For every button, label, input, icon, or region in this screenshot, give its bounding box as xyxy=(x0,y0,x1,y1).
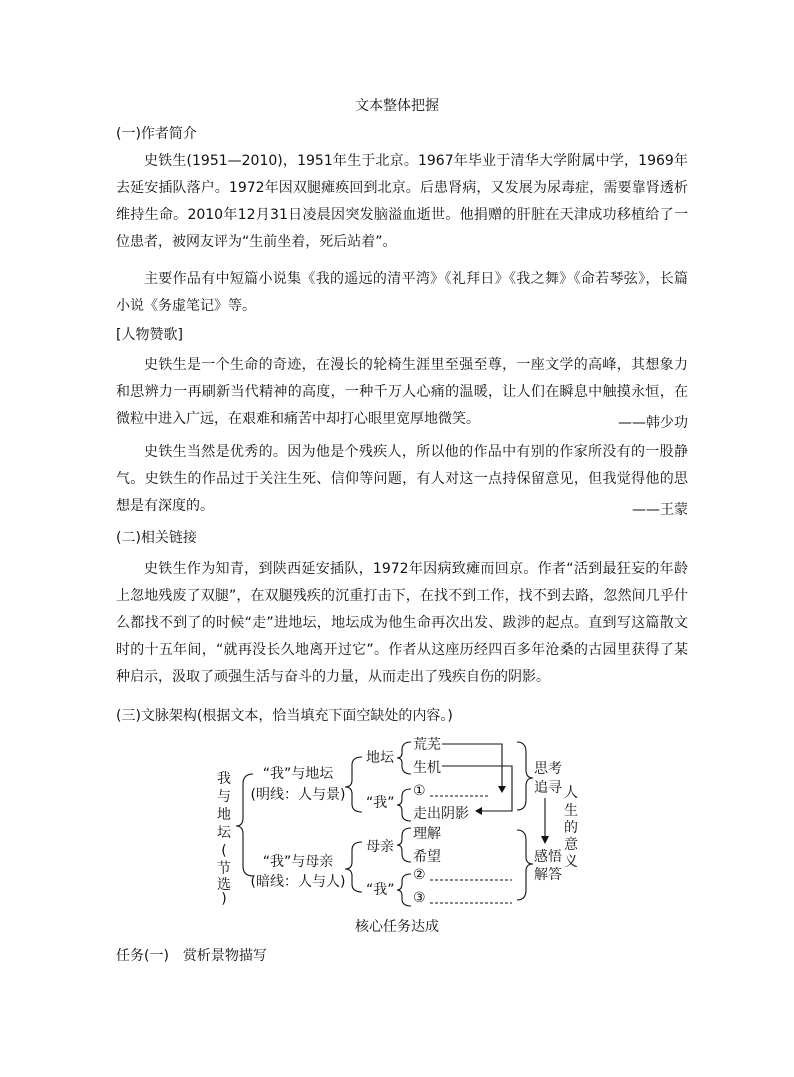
ditan-brace xyxy=(397,742,411,774)
zhuixun-label: 追寻 xyxy=(534,780,562,796)
core-task-subtitle: 核心任务达成 xyxy=(355,919,439,935)
muqin-brace xyxy=(397,828,411,862)
lijie-label: 理解 xyxy=(413,826,441,842)
meaning-label xyxy=(564,785,578,870)
branch-mother-title: “我”与母亲 xyxy=(262,854,334,870)
xiwang-label: 希望 xyxy=(413,849,441,865)
arrowhead-shengji xyxy=(475,807,482,815)
ganwu-label: 感悟 xyxy=(534,849,562,865)
upper-brace xyxy=(345,757,362,812)
works-paragraph: 主要作品有中短篇小说集《我的遥远的清平湾》《礼拜日》《我之舞》《命若琴弦》，长篇小说《务虚笔记》等。 xyxy=(116,271,688,314)
blank-1-label: ① xyxy=(413,783,426,799)
praise-author-wang: ——王蒙 xyxy=(632,502,688,518)
muqin-label: 母亲 xyxy=(366,839,394,855)
svg-text:我: 我 xyxy=(217,771,231,787)
svg-text:人: 人 xyxy=(564,785,578,801)
branch-ditan-sub: (明线：人与景) xyxy=(250,787,346,803)
right-brace-lower xyxy=(517,830,533,900)
branch-ditan-title: “我”与地坛 xyxy=(262,766,334,782)
section-heading-structure: (三)文脉架构(根据文本，恰当填充下面空缺处的内容。) xyxy=(116,708,453,724)
wo-label-lower: “我” xyxy=(366,882,395,898)
jieda-label: 解答 xyxy=(534,867,562,883)
blank-3-label: ③ xyxy=(413,890,426,906)
blank-2-label: ② xyxy=(413,867,426,883)
wo-brace-lower xyxy=(397,874,411,906)
arrow-huangwu xyxy=(442,744,502,786)
praise-paragraph-han: 史铁生是一个生命的奇迹，在漫长的轮椅生涯里至强至尊，一座文学的高峰，其想象力和思辨力一再刷新当代精神的高度，一种千万人心痛的温暖，让人们在瞬息中触摸永恒，在微粒中进入广远，在艰难和痛苦中却打心眼里宽厚地微笑。 xyxy=(116,357,688,427)
branch-mother-sub: (暗线：人与人) xyxy=(250,874,346,890)
sikao-label: 思考 xyxy=(534,761,562,777)
ditan-label: 地坛 xyxy=(366,750,394,766)
arrowhead-down xyxy=(541,836,549,844)
section-heading-links: (二)相关链接 xyxy=(116,530,197,546)
svg-text:节: 节 xyxy=(217,861,231,877)
right-brace-upper xyxy=(517,742,533,810)
svg-text:的: 的 xyxy=(564,820,578,836)
page-title: 文本整体把握 xyxy=(355,98,439,114)
diagram-root-label xyxy=(217,771,232,907)
wo-brace-upper xyxy=(397,789,411,821)
task-1-heading: 任务(一) 赏析景物描写 xyxy=(116,948,267,964)
zouchu-label: 走出阴影 xyxy=(413,806,469,822)
svg-text:选: 选 xyxy=(217,877,231,893)
svg-text:义: 义 xyxy=(564,854,578,870)
svg-text:(: ( xyxy=(221,843,227,859)
svg-text:坛: 坛 xyxy=(217,825,231,841)
wo-label-upper: “我” xyxy=(366,795,395,811)
svg-text:意: 意 xyxy=(564,837,578,853)
huangwu-label: 荒芜 xyxy=(413,737,441,753)
svg-text:生: 生 xyxy=(564,803,578,819)
lower-brace xyxy=(345,842,362,892)
shengji-label: 生机 xyxy=(413,760,441,776)
links-paragraph: 史铁生作为知青，到陕西延安插队，1972年因病致瘫而回京。作者“活到最狂妄的年龄上忽地残废了双腿”，在双腿残疾的沉重打击下，在找不到工作，找不到去路，忽然间几乎什么都找不到了的时候“走”进地坛，地坛成为他生命再次出发、跋涉的起点。直到写这篇散文时的十五年间，“就再没长久地离开过它”。作者从这座历经四百多年沧桑的古园里获得了某种启示，汲取了顽强生活与奋斗的力量，从而走出了残疾自伤的阴影。 xyxy=(116,561,688,685)
section-heading-author: (一)作者简介 xyxy=(116,126,197,142)
praise-heading: [人物赞歌] xyxy=(116,327,183,343)
praise-paragraph-wang: 史铁生当然是优秀的。因为他是个残疾人，所以他的作品中有别的作家所没有的一股静气。史铁生的作品过于关注生死、信仰等问题，有人对这一点持保留意见，但我觉得他的思想是有深度的。 xyxy=(116,444,688,514)
svg-text:): ) xyxy=(221,891,227,907)
author-bio-paragraph: 史铁生(1951—2010)，1951年生于北京。1967年毕业于清华大学附属中学，1969年去延安插队落户。1972年因双腿瘫痪回到北京。后患肾病，又发展为尿毒症，需要靠肾透析维持生命。2010年12月31日凌晨因突发脑溢血逝世。他捐赠的肝脏在天津成功移植给了一位患者，被网友评为“生前坐着，死后站着”。 xyxy=(116,153,688,250)
svg-text:与: 与 xyxy=(217,789,231,805)
arrowhead-huangwu xyxy=(498,786,506,793)
praise-author-han: ——韩少功 xyxy=(618,415,688,431)
svg-text:地: 地 xyxy=(217,807,231,823)
